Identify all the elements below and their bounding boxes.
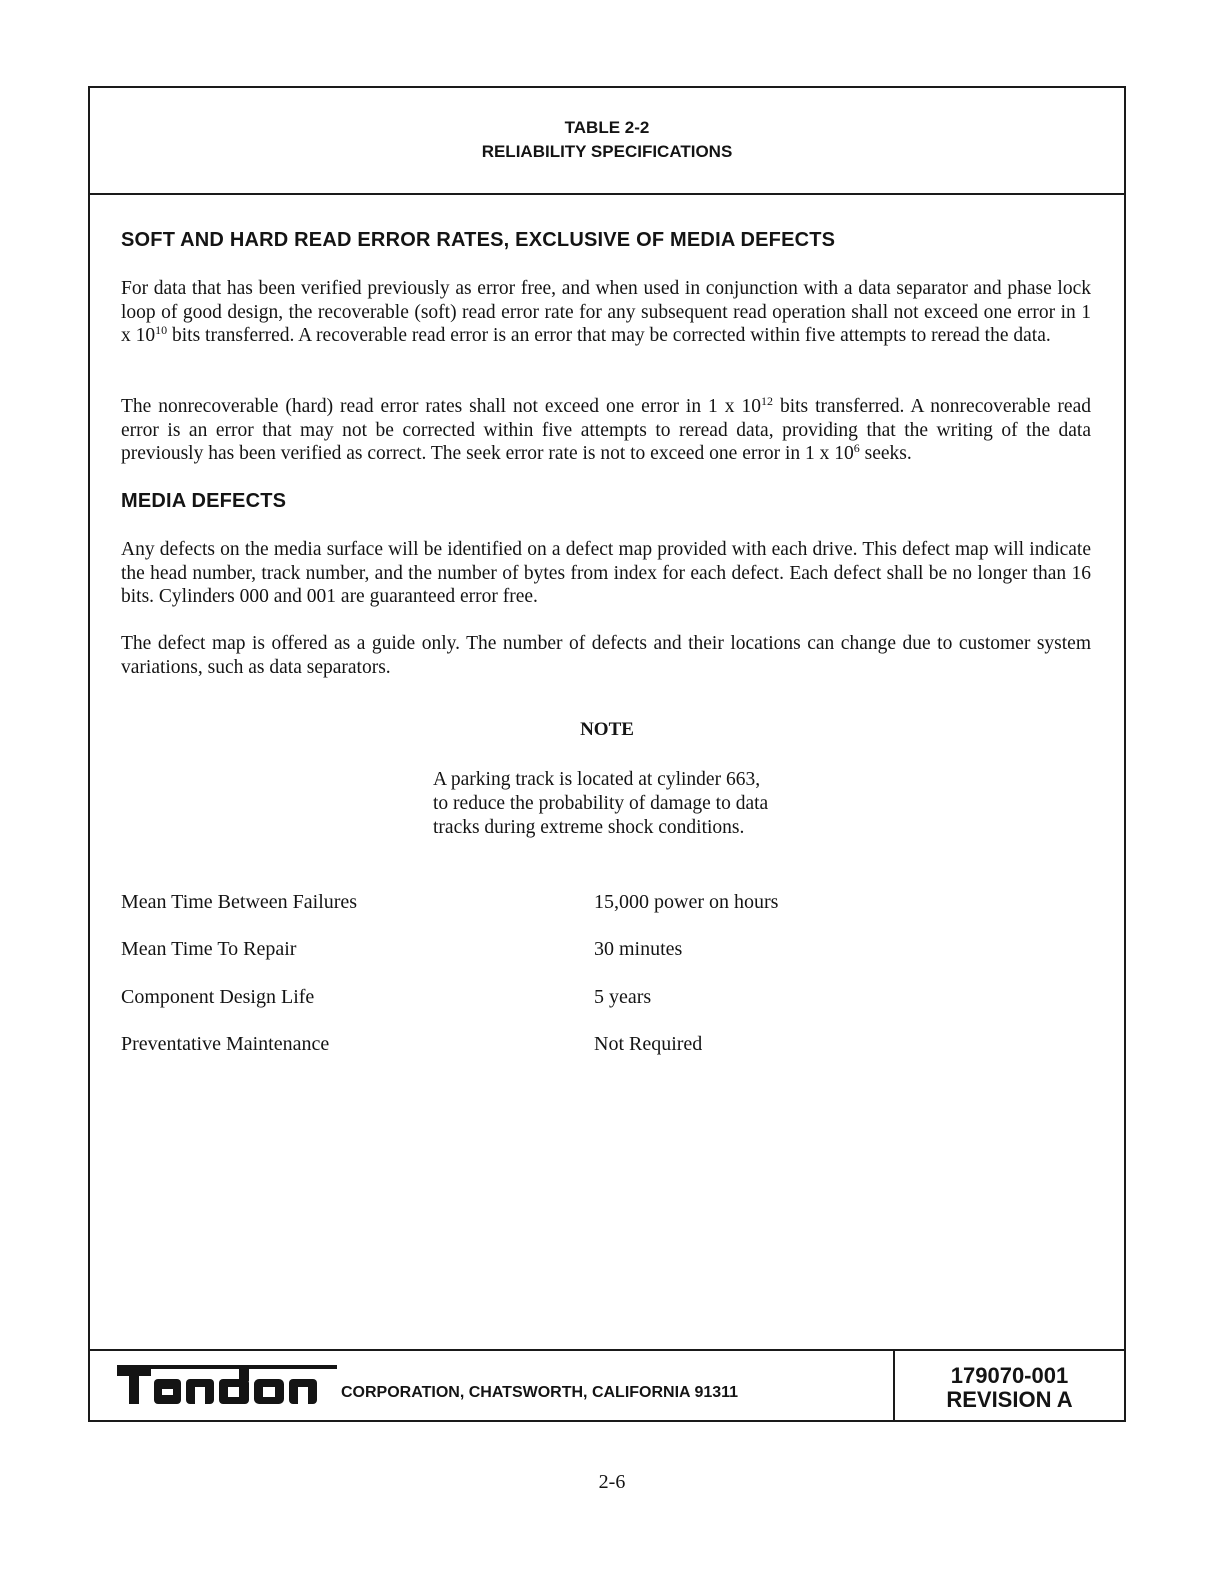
document-frame [88, 86, 1126, 1422]
table-heading [90, 88, 1124, 195]
media-defects-paragraph-2: The defect map is offered as a guide only. The number of defects and their locations can change due to customer system variations, such as data separators. [121, 633, 1091, 678]
note-title: NOTE [580, 719, 634, 740]
media-defects-heading: MEDIA DEFECTS [121, 490, 287, 512]
page-number: 2-6 [598, 1471, 626, 1493]
spec-label: Preventative Maintenance [121, 1033, 330, 1055]
media-defects-paragraph-1: Any defects on the media surface will be identified on a defect map provided with each drive. This defect map will indicate the head number, track number, and the number of bytes from index for each defect. Each defect shall be no longer than 16 bits. Cylinders 000 and 001 are guaranteed error free. [121, 539, 1091, 607]
spec-label: Mean Time Between Failures [121, 891, 358, 913]
note-body [433, 768, 833, 840]
note-line: A parking track is located at cylinder 663, [433, 769, 761, 790]
spec-row-mtbf [121, 891, 1021, 917]
document-number-block [895, 1364, 1124, 1412]
document-number: 179070-001 [950, 1363, 1069, 1388]
table-title: RELIABILITY SPECIFICATIONS [481, 142, 733, 161]
soft-error-rate-paragraph: For data that has been verified previously as error free, and when used in conjunction with a data separator and phase lock loop of good design, the recoverable (soft) read error rate for any subsequent read operation shall not exceed one error in 1 x $10^{10}$ bits transferred. A recoverable read error is an error that may be corrected within five attempts to reread the data. [121, 278, 1091, 346]
corporation-address: CORPORATION, CHATSWORTH, CALIFORNIA 91311 [341, 1384, 739, 1401]
spec-value: 5 years [594, 986, 652, 1008]
note-line: to reduce the probability of damage to data [433, 793, 769, 814]
spec-value: 15,000 power on hours [594, 891, 779, 913]
footer [90, 1349, 1124, 1420]
spec-label: Component Design Life [121, 986, 315, 1008]
spec-value: Not Required [594, 1033, 703, 1055]
spec-row-maintenance [121, 1033, 1021, 1059]
error-rates-heading: SOFT AND HARD READ ERROR RATES, EXCLUSIVE OF MEDIA DEFECTS [121, 229, 836, 251]
tandon-logo [117, 1365, 337, 1405]
revision: REVISION A [946, 1387, 1073, 1412]
hard-error-rate-paragraph: The nonrecoverable (hard) read error rates shall not exceed one error in 1 x $10^{12}$ bits transferred. A nonrecoverable read error is an error that may not be corrected within five attempts to reread data, providing that the writing of the data previously has been verified as correct. The seek error rate is not to exceed one error in 1 x $10^6$ seeks. [121, 394, 1091, 464]
spec-label: Mean Time To Repair [121, 938, 297, 960]
spec-row-design-life [121, 986, 1021, 1012]
table-number: TABLE 2-2 [564, 118, 650, 137]
spec-value: 30 minutes [594, 938, 683, 960]
spec-row-mttr [121, 938, 1021, 964]
note-line: tracks during extreme shock conditions. [433, 817, 745, 838]
